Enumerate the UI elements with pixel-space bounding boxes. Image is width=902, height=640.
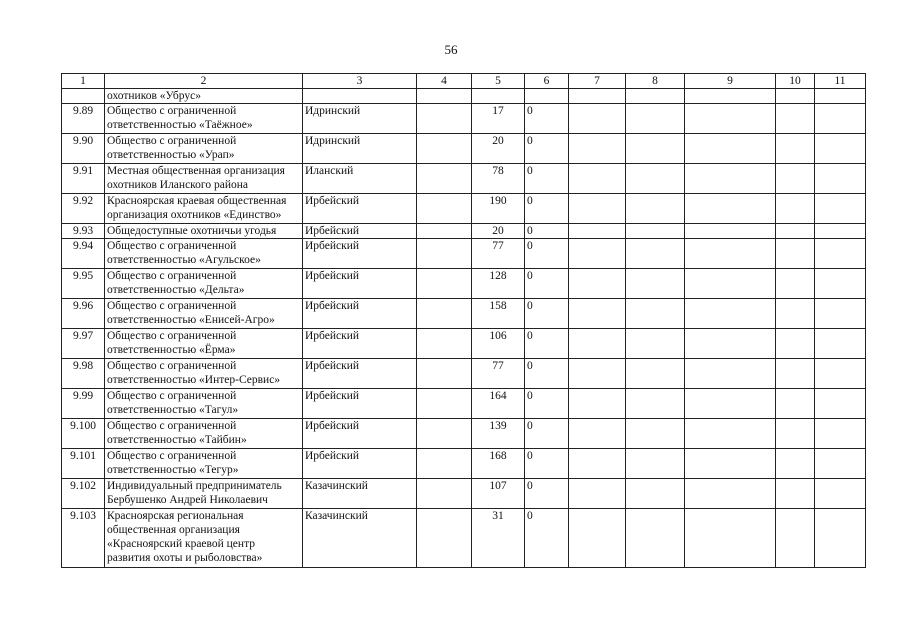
cell-empty: [417, 329, 472, 359]
cell-value: 0: [525, 329, 569, 359]
continuation-row: [62, 89, 866, 104]
cell-empty: [417, 224, 472, 239]
cell-value: 0: [525, 134, 569, 164]
cell-value: 0: [525, 479, 569, 509]
cell-empty: [815, 269, 866, 299]
cell-empty: [815, 164, 866, 194]
cell-area: 78: [472, 164, 525, 194]
cell-area: 107: [472, 479, 525, 509]
cell-num: 9.94: [62, 239, 105, 269]
cell-name: Общество с ограниченной ответственностью «Тегур»: [105, 449, 303, 479]
table-row: [62, 299, 866, 329]
cell-empty: [815, 449, 866, 479]
table-row: [62, 194, 866, 224]
cell-name: Общество с ограниченной ответственностью «Интер-Сервис»: [105, 359, 303, 389]
cell-name: Общество с ограниченной ответственностью «Тайбин»: [105, 419, 303, 449]
cell-name: Индивидуальный предприниматель Бербушенко Андрей Николаевич: [105, 479, 303, 509]
column-header: 9: [685, 74, 776, 89]
cell-empty: [626, 134, 685, 164]
cell-value: 0: [525, 104, 569, 134]
cell-empty: [569, 134, 626, 164]
cell-value: 0: [525, 449, 569, 479]
cell-empty: [685, 194, 776, 224]
column-header: 7: [569, 74, 626, 89]
cell-empty: [776, 239, 815, 269]
cell-empty: [569, 239, 626, 269]
table-row: [62, 419, 866, 449]
cell-num: 9.90: [62, 134, 105, 164]
cell-empty: [685, 329, 776, 359]
cell-empty: [626, 449, 685, 479]
cell-empty: [626, 419, 685, 449]
cell-name: охотников «Убрус»: [105, 89, 303, 104]
cell-num: 9.100: [62, 419, 105, 449]
cell-num: 9.91: [62, 164, 105, 194]
cell-num: 9.92: [62, 194, 105, 224]
cell-value: 0: [525, 299, 569, 329]
cell-num: [62, 89, 105, 104]
cell-area: 139: [472, 419, 525, 449]
cell-area: 158: [472, 299, 525, 329]
cell-empty: [685, 389, 776, 419]
cell-num: 9.93: [62, 224, 105, 239]
column-header: 8: [626, 74, 685, 89]
cell-empty: [815, 389, 866, 419]
cell-empty: [776, 389, 815, 419]
table-row: [62, 134, 866, 164]
cell-empty: [417, 269, 472, 299]
cell-empty: [776, 359, 815, 389]
cell-name: Общество с ограниченной ответственностью «Дельта»: [105, 269, 303, 299]
cell-area: 190: [472, 194, 525, 224]
cell-name: Общество с ограниченной ответственностью «Урап»: [105, 134, 303, 164]
column-header-row: [62, 74, 866, 89]
cell-empty: [626, 269, 685, 299]
cell-empty: [685, 299, 776, 329]
cell-empty: [815, 329, 866, 359]
cell-empty: [685, 224, 776, 239]
table-row: [62, 269, 866, 299]
cell-empty: [417, 419, 472, 449]
cell-empty: [776, 509, 815, 568]
cell-name: Красноярская региональная общественная организация «Красноярский краевой центр развития охоты и рыболовства»: [105, 509, 303, 568]
table-row: [62, 104, 866, 134]
cell-num: 9.96: [62, 299, 105, 329]
column-header: 3: [303, 74, 417, 89]
cell-empty: [815, 479, 866, 509]
table-row: [62, 509, 866, 568]
cell-empty: [569, 359, 626, 389]
table-row: [62, 359, 866, 389]
cell-empty: [776, 164, 815, 194]
cell-area: 31: [472, 509, 525, 568]
cell-empty: [417, 239, 472, 269]
cell-empty: [815, 104, 866, 134]
cell-area: 106: [472, 329, 525, 359]
cell-district: [303, 89, 417, 104]
cell-value: 0: [525, 509, 569, 568]
cell-empty: [626, 194, 685, 224]
cell-district: Ирбейский: [303, 224, 417, 239]
cell-empty: [685, 419, 776, 449]
cell-value: 0: [525, 419, 569, 449]
cell-name: Красноярская краевая общественная организация охотников «Единство»: [105, 194, 303, 224]
cell-area: 77: [472, 359, 525, 389]
cell-num: 9.101: [62, 449, 105, 479]
cell-name: Местная общественная организация охотников Иланского района: [105, 164, 303, 194]
column-header: 6: [525, 74, 569, 89]
cell-district: Ирбейский: [303, 389, 417, 419]
cell-empty: [776, 299, 815, 329]
cell-empty: [569, 269, 626, 299]
cell-district: Идринский: [303, 104, 417, 134]
table-row: [62, 479, 866, 509]
cell-empty: [626, 104, 685, 134]
cell-num: 9.103: [62, 509, 105, 568]
cell-name: Общество с ограниченной ответственностью «Агульское»: [105, 239, 303, 269]
column-header: 1: [62, 74, 105, 89]
cell-empty: [569, 479, 626, 509]
cell-empty: [776, 104, 815, 134]
cell-area: 20: [472, 134, 525, 164]
cell-area: 17: [472, 104, 525, 134]
cell-empty: [417, 104, 472, 134]
cell-empty: [417, 194, 472, 224]
cell-empty: [569, 419, 626, 449]
cell-value: 0: [525, 194, 569, 224]
cell-num: 9.99: [62, 389, 105, 419]
cell-district: Ирбейский: [303, 359, 417, 389]
column-header: 2: [105, 74, 303, 89]
cell-district: Казачинский: [303, 509, 417, 568]
cell-empty: [815, 224, 866, 239]
cell-empty: [626, 479, 685, 509]
cell-empty: [685, 269, 776, 299]
cell-empty: [626, 359, 685, 389]
cell-empty: [776, 419, 815, 449]
cell-empty: [776, 449, 815, 479]
hunting-grounds-table: [61, 73, 866, 568]
cell-empty: [815, 134, 866, 164]
cell-empty: [417, 449, 472, 479]
cell-empty: [569, 104, 626, 134]
cell-empty: [685, 239, 776, 269]
cell-value: 0: [525, 224, 569, 239]
cell-empty: [417, 389, 472, 419]
cell-empty: [815, 239, 866, 269]
cell-num: 9.98: [62, 359, 105, 389]
cell-area: 77: [472, 239, 525, 269]
cell-empty: [815, 509, 866, 568]
cell-district: Казачинский: [303, 479, 417, 509]
cell-name: Общедоступные охотничьи угодья: [105, 224, 303, 239]
cell-empty: [815, 194, 866, 224]
cell-name: Общество с ограниченной ответственностью «Тагул»: [105, 389, 303, 419]
cell-num: 9.89: [62, 104, 105, 134]
cell-value: 0: [525, 164, 569, 194]
cell-empty: [569, 299, 626, 329]
cell-value: 0: [525, 269, 569, 299]
cell-empty: [626, 164, 685, 194]
cell-district: Ирбейский: [303, 269, 417, 299]
cell-empty: [685, 479, 776, 509]
cell-empty: [815, 299, 866, 329]
column-header: 5: [472, 74, 525, 89]
table-row: [62, 389, 866, 419]
cell-num: 9.102: [62, 479, 105, 509]
cell-district: Ирбейский: [303, 194, 417, 224]
cell-num: 9.95: [62, 269, 105, 299]
cell-area: 168: [472, 449, 525, 479]
cell-empty: [776, 224, 815, 239]
cell-empty: [417, 509, 472, 568]
column-header: 4: [417, 74, 472, 89]
cell-empty: [685, 359, 776, 389]
cell-empty: [685, 509, 776, 568]
cell-empty: [685, 164, 776, 194]
table-row: [62, 239, 866, 269]
cell-empty: [776, 194, 815, 224]
cell-area: 128: [472, 269, 525, 299]
table-row: [62, 224, 866, 239]
cell-empty: [626, 509, 685, 568]
cell-empty: [776, 269, 815, 299]
cell-empty: [417, 299, 472, 329]
cell-empty: [569, 449, 626, 479]
cell-value: 0: [525, 389, 569, 419]
cell-empty: [569, 194, 626, 224]
page-number: 56: [444, 42, 458, 57]
cell-empty: [776, 134, 815, 164]
cell-district: Ирбейский: [303, 299, 417, 329]
cell-empty: [569, 164, 626, 194]
cell-empty: [417, 134, 472, 164]
cell-area: 164: [472, 389, 525, 419]
cell-empty: [569, 224, 626, 239]
cell-name: Общество с ограниченной ответственностью «Ёрма»: [105, 329, 303, 359]
cell-district: Ирбейский: [303, 419, 417, 449]
column-header: 10: [776, 74, 815, 89]
table-row: [62, 329, 866, 359]
cell-empty: [569, 329, 626, 359]
cell-district: Иланский: [303, 164, 417, 194]
cell-value: 0: [525, 239, 569, 269]
cell-empty: [685, 134, 776, 164]
cell-district: Ирбейский: [303, 329, 417, 359]
cell-empty: [626, 224, 685, 239]
cell-empty: [685, 104, 776, 134]
cell-empty: [685, 449, 776, 479]
cell-empty: [626, 239, 685, 269]
cell-district: Идринский: [303, 134, 417, 164]
cell-empty: [569, 509, 626, 568]
cell-empty: [815, 419, 866, 449]
table-row: [62, 164, 866, 194]
table-row: [62, 449, 866, 479]
cell-empty: [815, 359, 866, 389]
cell-value: 0: [525, 359, 569, 389]
cell-empty: [417, 359, 472, 389]
cell-name: Общество с ограниченной ответственностью «Енисей-Агро»: [105, 299, 303, 329]
cell-district: Ирбейский: [303, 449, 417, 479]
cell-empty: [417, 479, 472, 509]
cell-empty: [417, 164, 472, 194]
cell-num: 9.97: [62, 329, 105, 359]
cell-district: Ирбейский: [303, 239, 417, 269]
cell-empty: [626, 389, 685, 419]
cell-name: Общество с ограниченной ответственностью «Таёжное»: [105, 104, 303, 134]
cell-empty: [626, 329, 685, 359]
column-header: 11: [815, 74, 866, 89]
cell-empty: [776, 479, 815, 509]
cell-empty: [626, 299, 685, 329]
cell-empty: [776, 329, 815, 359]
cell-area: 20: [472, 224, 525, 239]
cell-empty: [569, 389, 626, 419]
